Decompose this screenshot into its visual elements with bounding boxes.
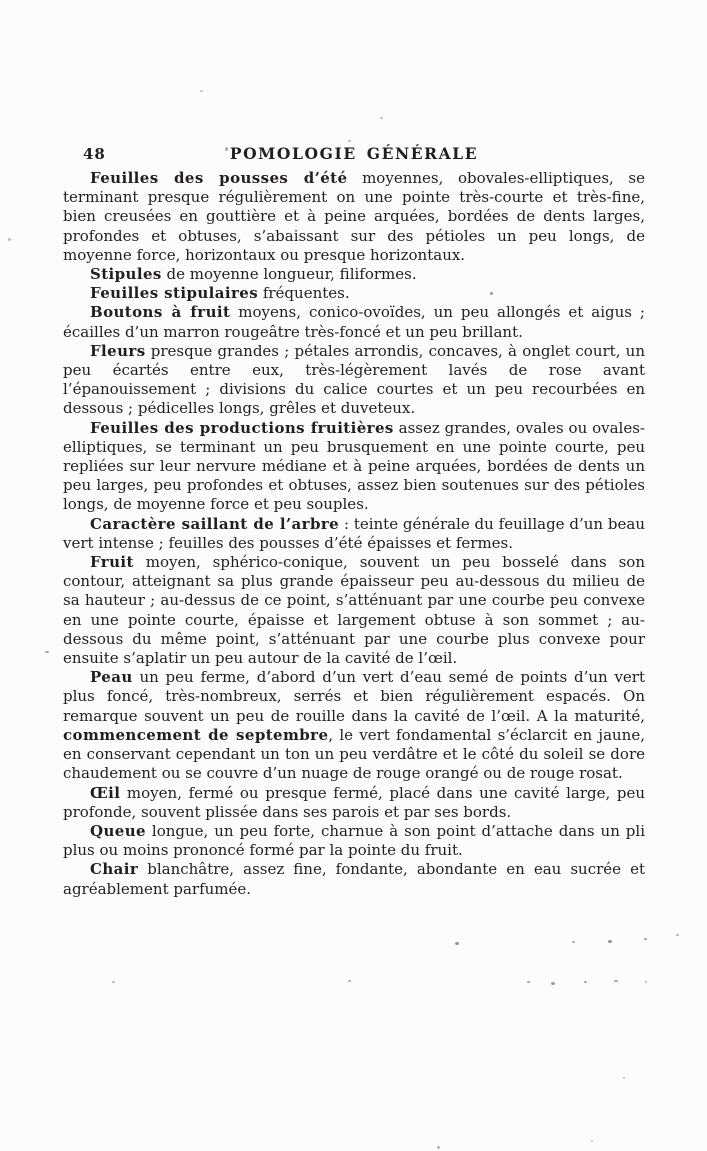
paragraph-label: commencement de septembre <box>63 725 329 744</box>
page-header <box>63 144 645 166</box>
paragraph-text: moyennes, obovales-elliptiques, se terminant presque régulièrement on une pointe très-courte et très-fine, bien creusées en gouttière et à peine arquées, bordées de dents larges, profondes et obtuses, s’abaissant sur des pétioles un peu longs, de moyenne force, horizontaux ou presque horizontaux. <box>63 169 645 264</box>
paragraph-text: moyens, conico-ovoïdes, un peu allongés et aigus ; écailles d’un marron rougeâtre très-foncé et un peu brillant. <box>63 303 645 341</box>
paragraph <box>63 515 645 553</box>
paragraph-label: Chair <box>90 860 139 879</box>
scan-speck <box>45 651 49 653</box>
paragraph-label: Caractère saillant de l’arbre <box>90 514 340 533</box>
page-number: 48 <box>83 145 106 163</box>
paragraph-text: moyen, fermé ou presque fermé, placé dans une cavité large, peu profonde, souvent plissée dans ses parois et par ses bords. <box>63 783 645 821</box>
paragraph-label: Feuilles des productions fruitières <box>90 418 394 437</box>
paragraph <box>63 303 645 341</box>
scan-speck <box>584 981 587 983</box>
scan-speck <box>348 140 351 142</box>
paragraph <box>63 860 645 898</box>
scan-speck <box>527 981 530 983</box>
paragraph <box>63 668 645 783</box>
paragraph-text: , le vert fondamental s’éclarcit en jaune, en conservant cependant un ton un peu verdâtre et le côté du soleil se dore chaudement ou se couvre d’un nuage de rouge orangé ou de rouge rosat. <box>63 725 645 783</box>
scan-speck <box>455 942 459 945</box>
paragraph-text: assez grandes, ovales ou ovales-elliptiques, se terminant un peu brusquement en une pointe courte, peu repliées sur leur nervure médiane et à peine arquées, bordées de dents un peu larges, peu profondes et obtuses, assez bien soutenues sur des pétioles longs, de moyenne force et peu souples. <box>63 418 645 514</box>
paragraph-text: blanchâtre, assez fine, fondante, abondante en eau sucrée et agréablement parfumée. <box>63 860 645 898</box>
paragraph <box>63 284 645 303</box>
scan-speck <box>623 1077 625 1079</box>
scan-speck <box>200 90 203 92</box>
paragraph-label: Boutons à fruit <box>90 303 231 322</box>
scan-speck <box>380 117 383 119</box>
paragraph-text: un peu ferme, d’abord d’un vert d’eau semé de points d’un vert plus foncé, très-nombreux, serrés et bien régulièrement espacés. On remarque souvent un peu de rouille dans la cavité de l’œil. A la maturité, <box>63 668 645 725</box>
scan-speck <box>551 982 555 985</box>
paragraph <box>63 419 645 515</box>
paragraph <box>63 822 645 860</box>
paragraph-label: Peau <box>90 668 133 687</box>
scan-speck <box>676 934 679 936</box>
scan-speck <box>645 981 647 983</box>
scan-speck <box>591 1140 593 1142</box>
paragraph <box>63 265 645 284</box>
paragraph-label: Œil <box>90 783 121 802</box>
paragraph-text: presque grandes ; pétales arrondis, concaves, à onglet court, un peu écartés entre eux, très-légèrement lavés de rose avant l’épanouissement ; divisions du calice courtes et un peu recourbées en dessous ; pédicelles longs, grêles et duveteux. <box>63 341 645 418</box>
scan-speck <box>8 238 11 241</box>
scan-speck <box>644 938 647 940</box>
scan-speck <box>608 940 612 943</box>
paragraph <box>63 784 645 822</box>
scan-speck <box>112 981 115 983</box>
scan-speck <box>572 941 575 943</box>
running-title: POMOLOGIE GÉNÉRALE <box>229 144 479 163</box>
paragraph-label: Feuilles des pousses d’été <box>90 169 348 187</box>
paragraph-label: Fleurs <box>90 341 146 360</box>
paragraph <box>63 553 645 668</box>
scan-speck <box>614 980 618 982</box>
scan-speck <box>437 1146 440 1149</box>
paragraph-label: Stipules <box>90 265 162 284</box>
scan-speck <box>348 980 351 982</box>
paragraph <box>63 342 645 419</box>
paragraph-label: Feuilles stipulaires <box>90 284 259 303</box>
paragraph-text: fréquentes. <box>258 284 350 303</box>
paragraph-label: Fruit <box>90 553 134 572</box>
paragraph-label: Queue <box>90 821 146 840</box>
paragraph-text: de moyenne longueur, filiformes. <box>161 265 417 284</box>
paragraph-text: longue, un peu forte, charnue à son point d’attache dans un pli plus ou moins prononcé formé par la pointe du fruit. <box>63 821 645 860</box>
paragraph-text: moyen, sphérico-conique, souvent un peu bosselé dans son contour, atteignant sa plus grande épaisseur peu au-dessous du milieu de sa hauteur ; au-dessus de ce point, s’atténuant par une courbe peu convexe en une pointe courte, épaisse et largement obtuse à son sommet ; au-dessous du même point, s’atténuant par une courbe plus convexe pour ensuite s’aplatir un peu autour de la cavité de l’œil. <box>63 553 645 668</box>
paragraph <box>63 169 645 265</box>
page-content <box>63 169 645 899</box>
paragraph-text: : teinte générale du feuillage d’un beau vert intense ; feuilles des pousses d’été épaisses et fermes. <box>63 514 645 552</box>
